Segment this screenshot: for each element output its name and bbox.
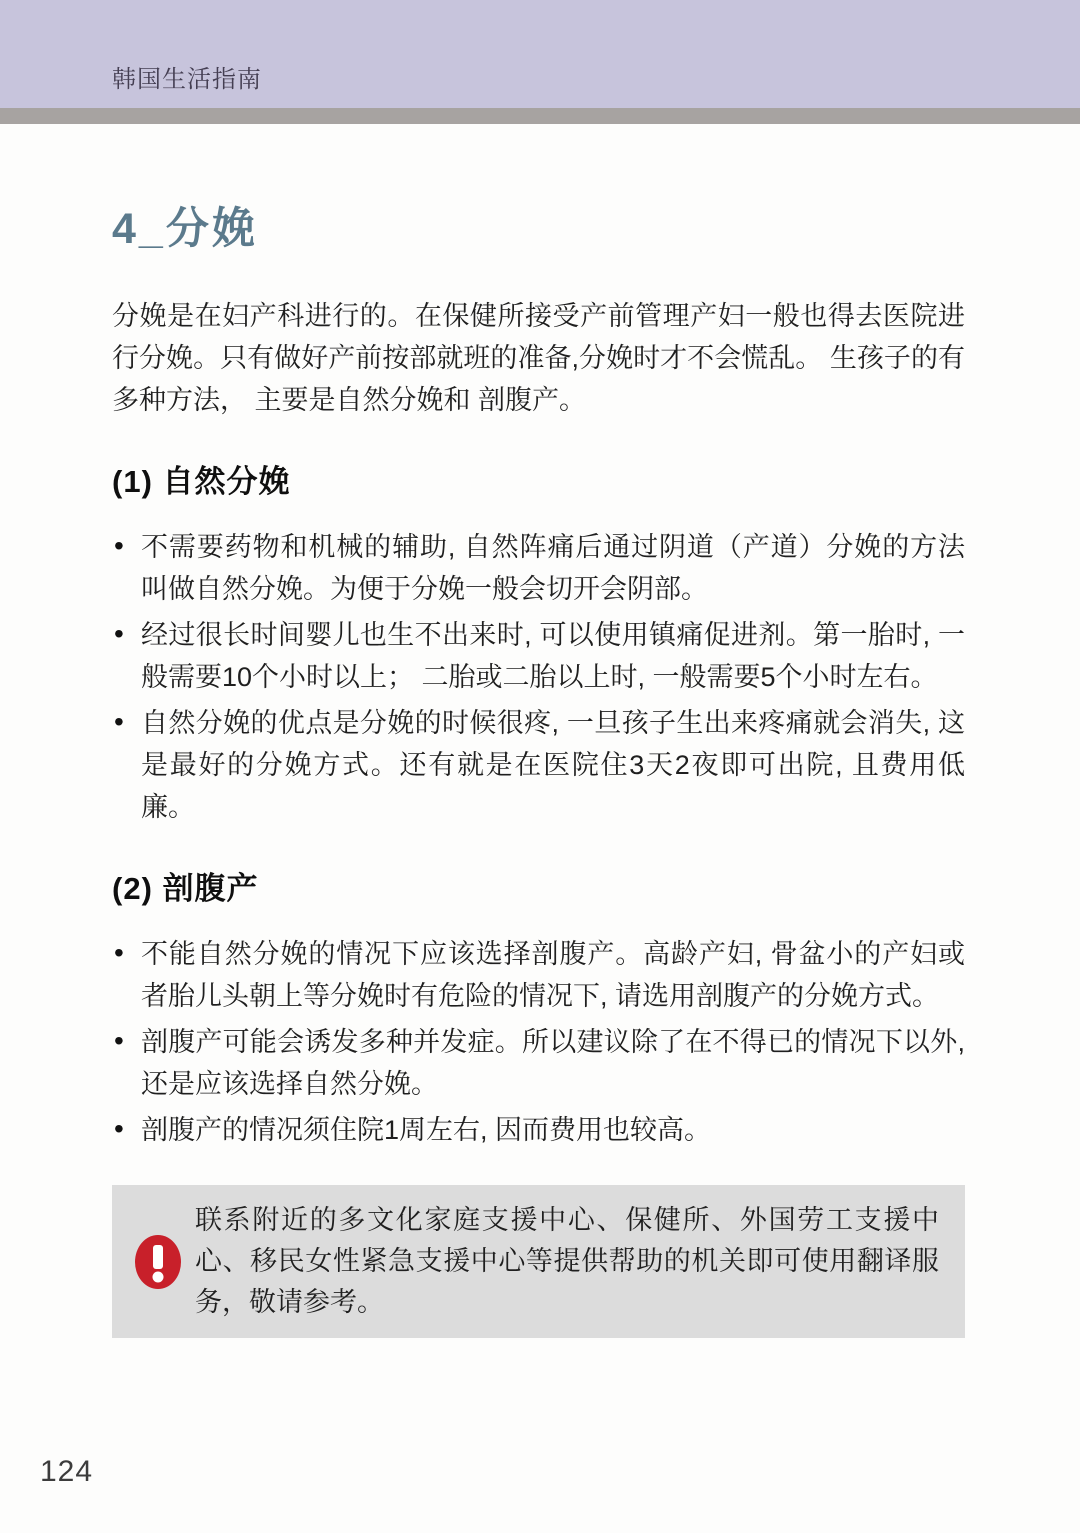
notice-text: 联系附近的多文化家庭支援中心、保健所、外国劳工支援中心、移民女性紧急支援中心等提供帮助的机关即可使用翻译服务，敬请参考。 — [195, 1205, 939, 1318]
section-heading: (2) 剖腹产 — [112, 871, 259, 907]
page-title: 4_分娩 — [112, 205, 258, 253]
notice-box — [112, 1185, 965, 1338]
header-band — [0, 0, 1080, 108]
section-heading: (1) 自然分娩 — [112, 464, 291, 500]
section-cesarean — [112, 870, 965, 1151]
page-content — [0, 206, 1080, 1338]
list-item: • 剖腹产的情况须住院1周左右, 因而费用也较高。 — [112, 1109, 965, 1151]
intro-paragraph: 分娩是在妇产科进行的。在保健所接受产前管理产妇一般也得去医院进行分娩。只有做好产前按部就班的准备,分娩时才不会慌乱。 生孩子的有多种方法， 主要是自然分娩和 剖腹产。 — [112, 301, 965, 416]
list-item: • 不需要药物和机械的辅助, 自然阵痛后通过阴道（产道）分娩的方法叫做自然分娩。为便于分娩一般会切开会阴部。 — [112, 526, 965, 610]
list-item: • 不能自然分娩的情况下应该选择剖腹产。高龄产妇, 骨盆小的产妇或者胎儿头朝上等分娩时有危险的情况下, 请选用剖腹产的分娩方式。 — [112, 933, 965, 1017]
section-natural-birth — [112, 463, 965, 828]
list-item: • 剖腹产可能会诱发多种并发症。所以建议除了在不得已的情况下以外, 还是应该选择自然分娩。 — [112, 1021, 965, 1105]
list-item: • 经过很长时间婴儿也生不出来时, 可以使用镇痛促进剂。第一胎时, 一般需要10个小时以上； 二胎或二胎以上时, 一般需要5个小时左右。 — [112, 614, 965, 698]
page-number: 124 — [40, 1455, 94, 1488]
bullet-list — [112, 933, 965, 1151]
divider-bar — [0, 108, 1080, 124]
guide-title: 韩国生活指南 — [112, 66, 262, 93]
bullet-list — [112, 526, 965, 828]
exclamation-icon — [135, 1235, 181, 1289]
list-item: • 自然分娩的优点是分娩的时候很疼, 一旦孩子生出来疼痛就会消失, 这是最好的分娩方式。还有就是在医院住3天2夜即可出院, 且费用低廉。 — [112, 702, 965, 828]
